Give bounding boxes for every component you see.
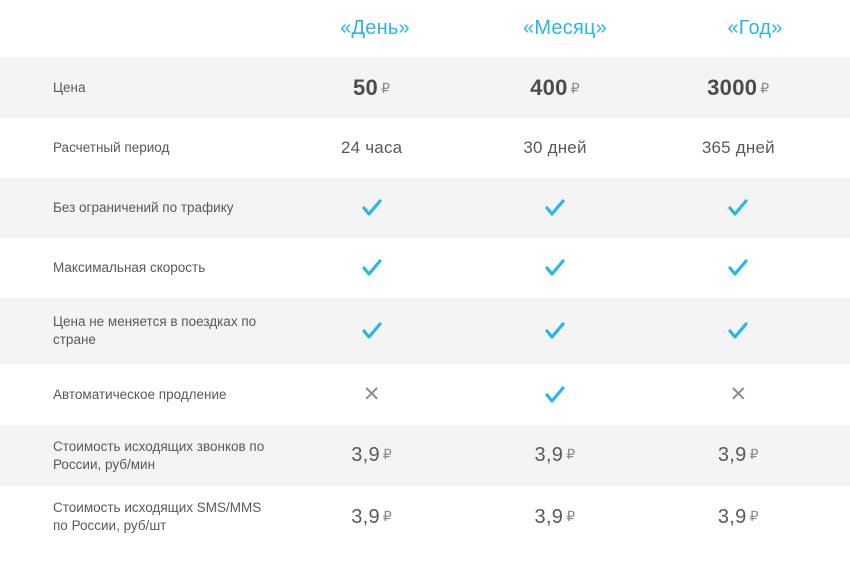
cell-period-day: 24 часа (341, 138, 403, 157)
cell-sms-day (280, 506, 463, 529)
price-amount: 3,9 (351, 505, 380, 528)
cell-period-month: 30 дней (523, 138, 587, 157)
currency-symbol: ₽ (749, 507, 759, 524)
row-label: Максимальная скорость (53, 260, 206, 275)
check-icon (544, 197, 566, 219)
plan-header-day (280, 17, 470, 40)
currency-symbol: ₽ (760, 79, 770, 96)
check-icon (727, 320, 749, 342)
row-label: Без ограничений по трафику (53, 200, 234, 215)
price-amount: 50 (353, 74, 379, 100)
price-amount: 3,9 (717, 505, 747, 528)
table-row-outgoing-calls (0, 425, 850, 486)
cell-sms-year (647, 506, 830, 529)
currency-symbol: ₽ (566, 507, 576, 524)
table-header-row (0, 0, 850, 57)
cell-price-year (647, 75, 830, 101)
cell-roaming-month (463, 320, 646, 342)
check-icon (544, 384, 566, 406)
cross-icon: ✕ (729, 382, 748, 406)
check-icon (361, 197, 383, 219)
currency-symbol: ₽ (381, 79, 391, 96)
cell-roaming-year (647, 320, 830, 342)
check-icon (361, 320, 383, 342)
row-label: Автоматическое продление (53, 386, 227, 402)
check-icon (544, 320, 566, 342)
plan-title: «День» (340, 17, 410, 39)
price-amount: 3,9 (534, 444, 564, 466)
check-icon (544, 257, 566, 279)
table-row-max-speed (0, 238, 850, 298)
check-icon (361, 257, 383, 279)
cell-roaming-day (280, 320, 463, 342)
cell-calls-year (647, 444, 830, 467)
cell-calls-day (280, 444, 463, 467)
currency-symbol: ₽ (566, 446, 576, 462)
price-amount: 3000 (707, 74, 758, 100)
row-label: Стоимость исходящих звонков по России, руб/мин (53, 438, 265, 472)
cell-period-year: 365 дней (701, 138, 775, 157)
cell-speed-year (647, 257, 830, 279)
cell-price-month (463, 75, 646, 101)
cell-speed-day (280, 257, 463, 279)
cell-auto-day (280, 384, 463, 406)
cross-icon: ✕ (362, 382, 381, 406)
row-label: Цена не меняется в поездках по стране (53, 314, 257, 347)
cell-price-day (280, 75, 463, 101)
cell-traffic-month (463, 197, 646, 219)
currency-symbol: ₽ (570, 79, 580, 96)
cell-traffic-year (647, 197, 830, 219)
price-amount: 3,9 (717, 444, 747, 466)
row-label: Расчетный период (53, 140, 170, 155)
table-row-billing-period (0, 118, 850, 178)
currency-symbol: ₽ (382, 446, 393, 462)
plan-title: «Месяц» (523, 17, 607, 39)
plan-title: «Год» (727, 17, 783, 39)
cell-traffic-day (280, 197, 463, 219)
row-label: Стоимость исходящих SMS/MMS по России, руб/шт (53, 500, 262, 533)
price-amount: 400 (530, 74, 568, 100)
cell-auto-year (647, 384, 830, 406)
price-amount: 3,9 (534, 505, 564, 528)
currency-symbol: ₽ (382, 507, 393, 524)
table-row-price-fixed-travel (0, 298, 850, 364)
check-icon (727, 257, 749, 279)
cell-speed-month (463, 257, 646, 279)
cell-sms-month (463, 506, 646, 529)
plan-header-month (470, 17, 660, 40)
table-row-price (0, 57, 850, 118)
table-row-auto-renewal (0, 364, 850, 425)
plan-header-year (660, 17, 850, 40)
row-label: Цена (53, 79, 86, 95)
table-row-outgoing-sms (0, 486, 850, 548)
cell-calls-month (463, 444, 646, 467)
cell-auto-month (463, 384, 646, 406)
check-icon (727, 197, 749, 219)
table-row-unlimited-traffic (0, 178, 850, 238)
currency-symbol: ₽ (749, 446, 759, 462)
price-amount: 3,9 (351, 444, 380, 466)
